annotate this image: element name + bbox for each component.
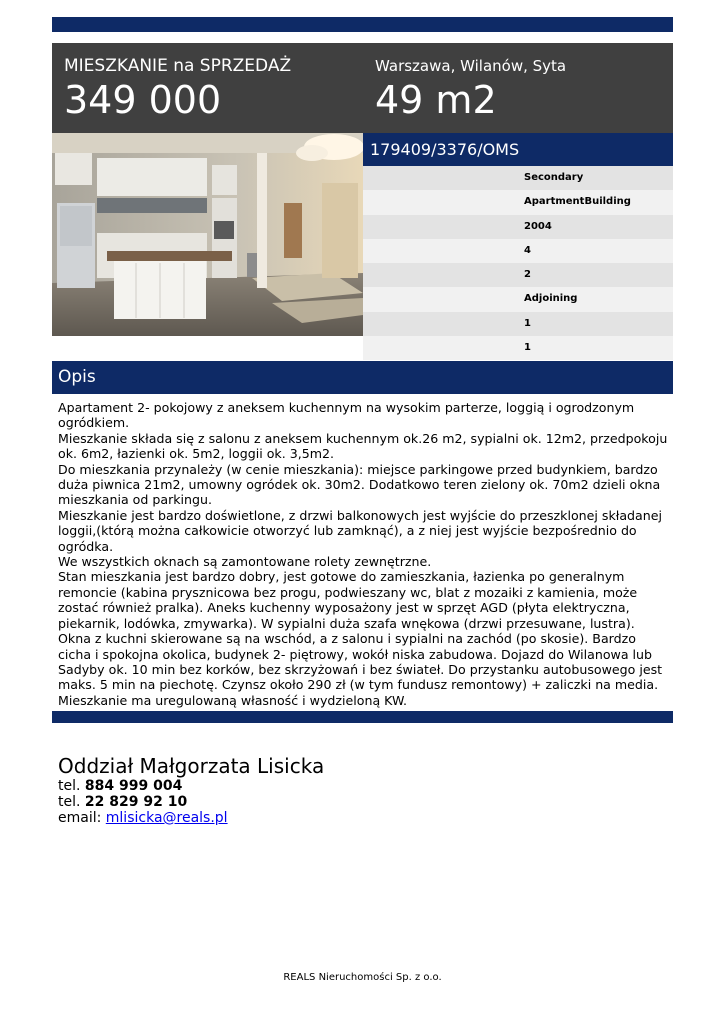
contact-block [58,754,324,826]
reference-number: 179409/3376/OMS [363,133,673,166]
phone-label: tel. [58,778,81,794]
detail-row-floor: 4 [363,239,673,263]
detail-row-year: 2004 [363,215,673,239]
description-paragraph: Apartament 2- pokojowy z aneksem kuchennym na wysokim parterze, loggią i ogrodzonym ogródkiem. [58,400,635,431]
detail-row-kitchen: Adjoining [363,287,673,311]
detail-row-bathrooms: 1 [363,312,673,336]
kitchen-photo-image [52,133,363,336]
details-table [363,166,673,360]
detail-row-parking: 1 [363,336,673,360]
description-paragraph: Mieszkanie jest bardzo doświetlone, z drzwi balkonowych jest wyjście do przeszklonej składanej loggii,(którą można całkowicie otworzyć lub zamknąć), a z niej jest wyjście bezpośrednio do ogródka. [58,507,662,554]
apartment-photo [52,133,363,336]
description-heading: Opis [52,361,673,394]
phone-line-2 [58,794,324,810]
email-label: email: [58,810,102,826]
phone-line-1 [58,778,324,794]
description-paragraph: Do mieszkania przynależy (w cenie mieszkania): miejsce parkingowe przed budynkiem, bardzo duża piwnica 21m2, umowny ogródek ok. 30m2. Dodatkowo teren zielony ok. 70m2 dzieli okna mieszkania od parkingu. [58,461,661,508]
email-link[interactable]: mlisicka@reals.pl [105,810,228,826]
phone-number-2[interactable]: 22 829 92 10 [84,794,188,810]
email-line [58,810,324,826]
bottom-accent-bar [52,711,673,723]
price: 349 000 [64,78,222,122]
footer-company: REALS Nieruchomości Sp. z o.o. [283,972,442,983]
offer-type: MIESZKANIE na SPRZEDAŻ [64,56,292,76]
detail-row-market: Secondary [363,166,673,190]
header-left [64,55,291,121]
branch-name: Oddział Małgorzata Lisicka [58,754,325,778]
description-paragraph: Stan mieszkania jest bardzo dobry, jest gotowe do zamieszkania, łazienka po generalnym remoncie (kabina prysznicowa bez progu, podwieszany wc, blat z mozaiki z kamienia, może zostać również pralka). Aneks kuchenny wyposażony jest w sprzęt AGD (płyta elektryczna, piekarnik, lodówka, zmywarka). W sypialni duża szafa wnękowa (drzwi przesuwane, lustra). Okna z kuchni skierowane są na wschód, a z salonu i sypialni na zachód (po skosie). Bardzo cicha i spokojna okolica, budynek 2- piętrowy, wokół niska zabudowa. Dojazd do Wilanowa lub Sadyby ok. 10 min bez korków, bez skrzyżowań i bez świateł. Do przystanku autobusowego jest maks. 5 min na piechotę. Czynsz około 290 zł (w tym fundusz remontowy) + zaliczki na media. Mieszkanie ma uregulowaną własność i wydzieloną KW. [58,569,663,708]
description-paragraph: We wszystkich oknach są zamontowane rolety zewnętrzne. [58,554,432,570]
description-text [58,400,668,708]
top-accent-bar [52,17,673,32]
location: Warszawa, Wilanów, Syta [375,57,567,75]
description-paragraph: Mieszkanie składa się z salonu z aneksem kuchennym ok.26 m2, sypialni ok. 12m2, przedpokoju ok. 6m2, łazienki ok. 5m2, loggii ok. 3,5m2. [58,430,668,462]
listing-header [52,43,673,133]
phone-label: tel. [58,794,81,810]
area: 49 m2 [375,78,497,122]
phone-number-1[interactable]: 884 999 004 [84,778,183,794]
detail-row-rooms: 2 [363,263,673,287]
header-right [375,55,566,121]
detail-row-building-type: ApartmentBuilding [363,190,673,214]
